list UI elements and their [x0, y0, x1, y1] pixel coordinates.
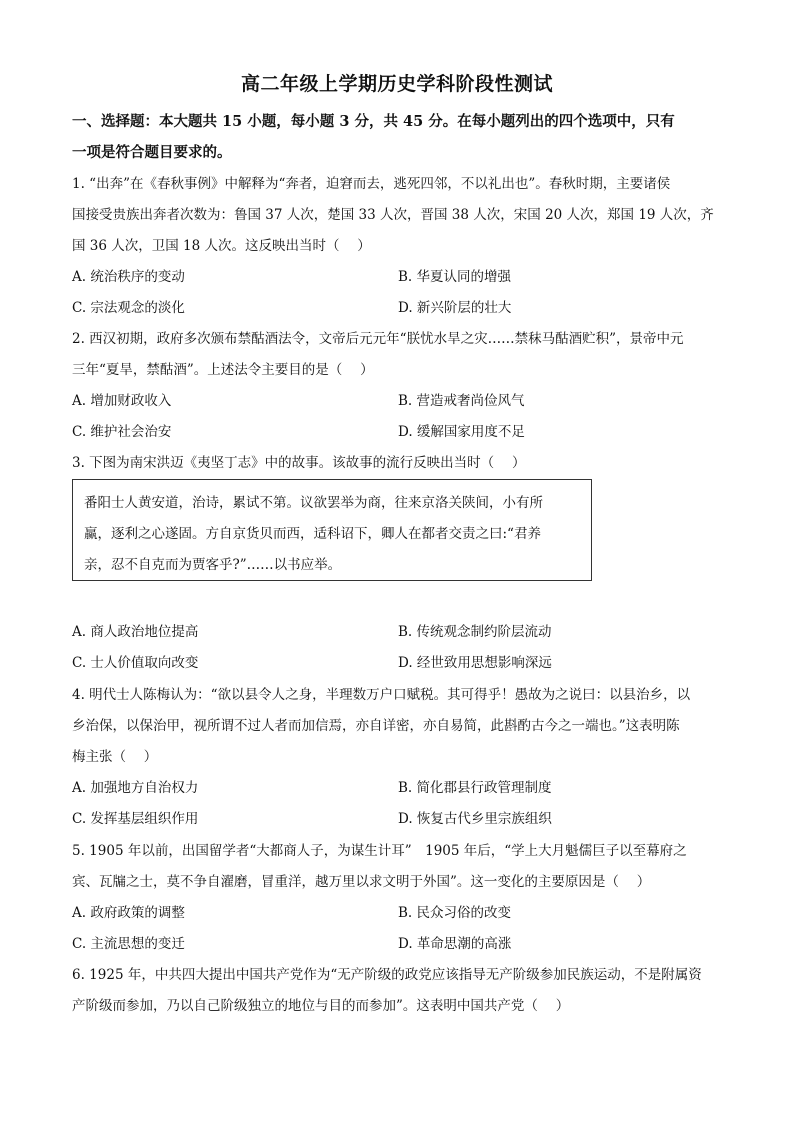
question-text-line: 1. “出奔”在《春秋事例》中解释为“奔者，迫窘而去，逃死四邻，不以礼出也”。春秋时期，主要诸侯 — [72, 176, 671, 192]
quote-box — [72, 479, 592, 581]
quote-line: 赢，逐利之心遂固。方自京货贝而西，适科诏下，卿人在都者交责之曰:“君养 — [84, 526, 541, 542]
quote-line: 番阳士人黄安道，治诗，累试不第。议欲罢举为商，往来京洛关陕间，小有所 — [84, 495, 543, 511]
option-c[interactable]: C. 宗法观念的淡化 — [72, 300, 185, 316]
option-c[interactable]: C. 发挥基层组织作用 — [72, 811, 199, 827]
section-heading-line-1: 一、选择题：本大题共 15 小题，每小题 3 分，共 45 分。在每小题列出的四个选项中，只有 — [72, 113, 675, 130]
option-c[interactable]: C. 主流思想的变迁 — [72, 936, 185, 952]
question-text-line: 梅主张（ ） — [72, 749, 158, 765]
option-a[interactable]: A. 增加财政收入 — [72, 393, 172, 409]
question-text-line: 三年“夏旱，禁酤酒”。上述法令主要目的是（ ） — [72, 362, 374, 378]
option-b[interactable]: B. 营造戒奢尚俭风气 — [398, 393, 525, 409]
question-text-line: 产阶级而参加，乃以自己阶级独立的地位与目的而参加”。这表明中国共产党（ ） — [72, 998, 570, 1014]
option-c[interactable]: C. 士人价值取向改变 — [72, 655, 199, 671]
question-text-line: 4. 明代士人陈梅认为：“欲以县令人之身，半理数万户口赋税。其可得乎！愚故为之说曰：以县治乡，以 — [72, 687, 691, 703]
option-b[interactable]: B. 民众习俗的改变 — [398, 905, 512, 921]
question-text-line: 5. 1905 年以前，出国留学者“大都商人子，为谋生计耳” 1905 年后，“学上大月魁儒巨子以至幕府之 — [72, 843, 687, 859]
question-text-line: 国 36 人次，卫国 18 人次。这反映出当时（ ） — [72, 238, 371, 254]
option-d[interactable]: D. 恢复古代乡里宗族组织 — [398, 811, 552, 827]
question-text-line: 乡治保，以保治甲，视所谓不过人者而加信焉，亦自详密，亦自易简，此斟酌古今之一端也。”这表明陈 — [72, 718, 680, 734]
option-c[interactable]: C. 维护社会治安 — [72, 424, 172, 440]
quote-line: 亲，忍不自克而为贾客乎?”……以书应举。 — [84, 557, 342, 573]
question-text-line: 3. 下图为南宋洪迈《夷坚丁志》中的故事。该故事的流行反映出当时（ ） — [72, 455, 526, 471]
option-d[interactable]: D. 革命思潮的高涨 — [398, 936, 512, 952]
option-a[interactable]: A. 统治秩序的变动 — [72, 269, 185, 285]
option-b[interactable]: B. 简化郡县行政管理制度 — [398, 780, 552, 796]
question-text-line: 2. 西汉初期，政府多次颁布禁酤酒法令，文帝后元元年“朕忧水旱之灾……禁秣马酤酒贮积”，景帝中元 — [72, 331, 684, 347]
question-text-line: 宾、瓦牖之士，莫不争自濯磨，冒重洋，越万里以求文明于外国”。这一变化的主要原因是（ ） — [72, 874, 651, 890]
option-d[interactable]: D. 缓解国家用度不足 — [398, 424, 525, 440]
option-b[interactable]: B. 华夏认同的增强 — [398, 269, 512, 285]
option-a[interactable]: A. 加强地方自治权力 — [72, 780, 199, 796]
section-heading-line-2: 一项是符合题目要求的。 — [72, 144, 232, 161]
option-d[interactable]: D. 经世致用思想影响深远 — [398, 655, 552, 671]
question-text-line: 6. 1925 年，中共四大提出中国共产党作为“无产阶级的政党应该指导无产阶级参加民族运动，不是附属资 — [72, 967, 702, 983]
question-text-line: 国接受贵族出奔者次数为：鲁国 37 人次，楚国 33 人次，晋国 38 人次，宋国 20 人次，郑国 19 人次，齐 — [72, 207, 714, 223]
option-a[interactable]: A. 政府政策的调整 — [72, 905, 185, 921]
option-a[interactable]: A. 商人政治地位提高 — [72, 624, 199, 640]
section-heading — [72, 106, 724, 168]
option-b[interactable]: B. 传统观念制约阶层流动 — [398, 624, 552, 640]
page-title: 高二年级上学期历史学科阶段性测试 — [240, 73, 553, 95]
option-d[interactable]: D. 新兴阶层的壮大 — [398, 300, 512, 316]
